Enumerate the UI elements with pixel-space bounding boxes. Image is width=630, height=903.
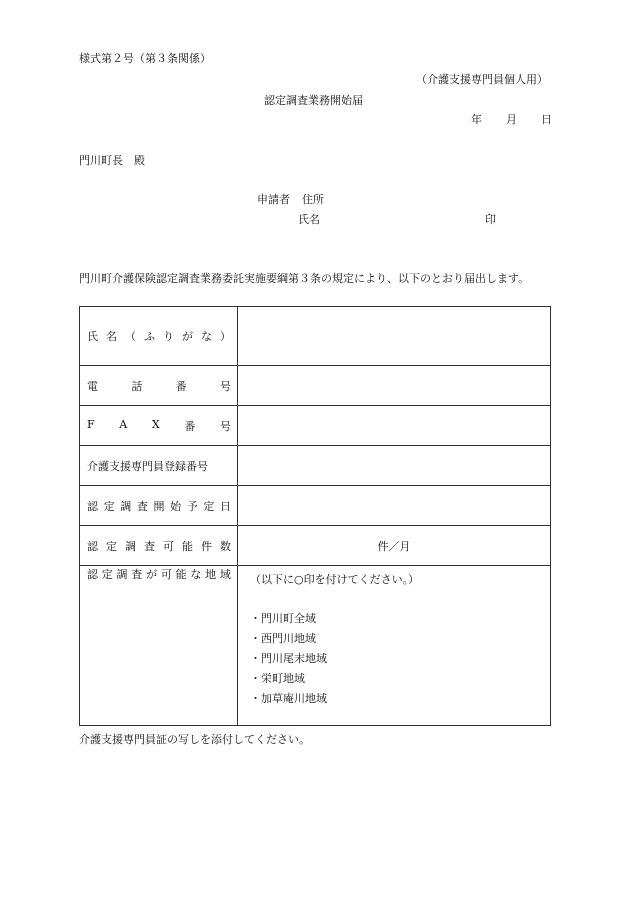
area-option-kadogawa-osue[interactable]: ・門川尾末地域	[250, 652, 327, 665]
area-option-kadogawa-all[interactable]: ・門川町全域	[250, 612, 316, 625]
table-row	[80, 566, 551, 726]
table-row	[80, 446, 551, 486]
registration-number-label: 介護支援専門員登録番号	[80, 446, 238, 486]
table-row	[80, 526, 551, 566]
registration-number-field[interactable]	[238, 446, 551, 486]
fax-number-label: F A X 番 号	[80, 406, 238, 446]
table-row	[80, 307, 551, 366]
capacity-field[interactable]: 件／月	[238, 526, 551, 566]
page-title: 認定調査業務開始届	[264, 94, 363, 107]
date-month-label: 月	[506, 113, 517, 126]
name-label: 氏名	[298, 213, 320, 226]
area-option-nishikadogawa[interactable]: ・西門川地域	[250, 632, 316, 645]
date-year-label: 年	[471, 113, 482, 126]
area-label: 認 定 調 査 が 可 能 な 地 域	[80, 566, 238, 726]
addressee: 門川町長 殿	[79, 154, 145, 167]
area-option-sakaemachi[interactable]: ・栄町地域	[250, 672, 305, 685]
date-day-label: 日	[541, 113, 552, 126]
phone-number-label: 電 話 番 号	[80, 366, 238, 406]
name-furigana-field[interactable]	[238, 307, 551, 366]
name-furigana-label: 氏 名 （ ふ り が な ）	[80, 307, 238, 366]
statement: 門川町介護保険認定調査業務委託実施要綱第３条の規定により、以下のとおり届出します。	[79, 272, 530, 285]
start-date-label: 認 定 調 査 開 始 予 定 日	[80, 486, 238, 526]
table-row	[80, 406, 551, 446]
form-number: 様式第２号（第３条関係）	[79, 52, 211, 65]
phone-number-field[interactable]	[238, 366, 551, 406]
area-field	[238, 566, 551, 726]
seal-mark: 印	[485, 213, 496, 226]
table-row	[80, 366, 551, 406]
fax-number-field[interactable]	[238, 406, 551, 446]
capacity-label: 認 定 調 査 可 能 件 数	[80, 526, 238, 566]
start-date-field[interactable]	[238, 486, 551, 526]
application-table	[79, 306, 551, 726]
area-option-kusaio-igawa[interactable]: ・加草庵川地域	[250, 692, 327, 705]
address-label: 住所	[302, 193, 324, 206]
form-type: （介護支援専門員個人用）	[416, 73, 548, 86]
area-instruction: （以下に○印を付けてください。）	[250, 573, 420, 586]
table-row	[80, 486, 551, 526]
applicant-label: 申請者	[257, 193, 290, 206]
footer-note: 介護支援専門員証の写しを添付してください。	[79, 733, 310, 746]
